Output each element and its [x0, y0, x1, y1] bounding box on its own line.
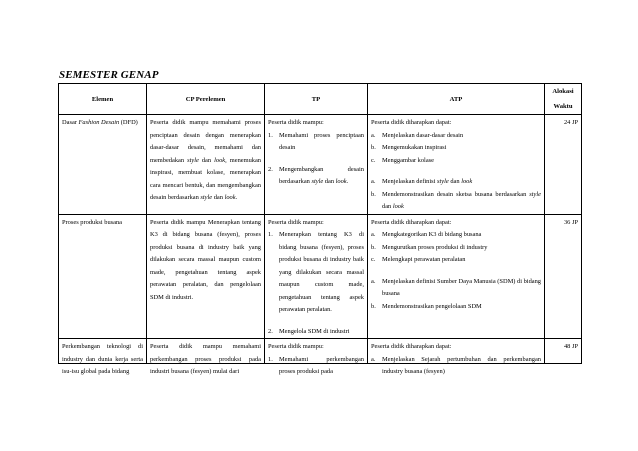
list-item-text: Menjelaskan definisi style dan look — [382, 178, 473, 185]
cell-clip — [371, 341, 541, 375]
list-item-text: Mengkategorikan K3 di bidang busana — [382, 231, 482, 238]
jp-value: 24 JP — [563, 119, 578, 126]
list-item — [371, 242, 541, 255]
spacer — [268, 155, 364, 164]
list-marker: 2. — [268, 165, 273, 173]
curriculum-table — [58, 83, 582, 375]
cell-alokasi — [545, 115, 582, 215]
elemen-text: Proses produksi busana — [62, 218, 122, 226]
tp-intro: Peserta didik mampu: — [268, 343, 324, 350]
italic-term: look — [335, 178, 347, 185]
list-item — [268, 164, 364, 189]
list-item — [268, 354, 364, 379]
list-marker: b. — [371, 243, 376, 251]
col-header-alokasi — [545, 84, 582, 115]
italic-term: look — [461, 178, 473, 185]
list-item — [371, 301, 541, 314]
italic-term: style — [187, 156, 199, 164]
tp-intro: Peserta didik mampu: — [268, 218, 324, 226]
semester-heading: SEMESTER GENAP — [59, 69, 159, 81]
list-item-text: Mengembangkan desain berdasarkan style dan look. — [279, 165, 364, 185]
list-item-text: Menjelaskan definisi Sumber Daya Manusia (SDM) di bidang busana — [382, 277, 541, 297]
spacer — [371, 267, 541, 276]
cell-clip — [150, 341, 261, 375]
italic-term: look — [224, 194, 236, 201]
col-header-atp: ATP — [368, 84, 545, 115]
cell-elemen — [59, 214, 147, 339]
tp-intro: Peserta didik mampu: — [268, 119, 324, 126]
elemen-text: Dasar Fashion Desain (DFD) — [62, 119, 138, 126]
list-marker: b. — [371, 302, 376, 310]
list-item — [371, 254, 541, 267]
list-item-text: Menjelaskan Sejarah pertumbuhan dan perkembangan industry busana (fesyen) — [382, 355, 541, 375]
cell-atp — [368, 339, 545, 375]
cell-alokasi — [545, 339, 582, 364]
cp-text: Peserta didik mampu memahami proses penciptaan desain dengan menerapkan dasar-dasar desain, memahami dan membedakan style dan look, menemukan inspirasi, membuat kolase, menerapkan cara mencari bentuk, dan mengembangkan desain berdasarkan style dan look. — [150, 119, 261, 201]
list-item-text: Menggambar kolase — [382, 156, 434, 164]
cell-alokasi — [545, 214, 582, 339]
alokasi-label: Alokasi — [552, 88, 574, 95]
cell-elemen — [59, 339, 147, 375]
cell-atp — [368, 214, 545, 339]
list-item-text: Mengemukakan inspirasi — [382, 144, 447, 151]
list-item-text: Menerapkan tentang K3 di bidang busana (fesyen), proses produksi busana di industry baik yang dilakukan secara massal maupun custom made, pengetahuan tentang aspek perawatan peralatan. — [279, 231, 364, 313]
col-header-tp: TP — [265, 84, 368, 115]
italic-term: style — [437, 178, 449, 185]
jp-value: 48 JP — [563, 343, 578, 350]
cell-elemen — [59, 115, 147, 215]
elemen-text: Perkembangan teknologi di industry dan dunia kerja serta isu-isu global pada bidang — [62, 343, 143, 375]
list-marker: a. — [371, 231, 376, 238]
spacer — [268, 317, 364, 326]
table-header-row — [59, 84, 582, 115]
cell-tp — [265, 339, 368, 375]
cp-text: Peserta didik mampu Menerapkan tentang K3 di bidang busana (fesyen), proses produksi busana di industry baik yang dilakukan secara massal maupun custom made, pengetahuan tentang aspek perawatan peralatan, dan pengelolaan SDM di industri. — [150, 218, 261, 301]
italic-term: style — [529, 190, 541, 198]
list-marker: a. — [371, 131, 376, 139]
list-marker: c. — [371, 256, 376, 263]
list-item-text: Mengurutkan proses produksi di industry — [382, 243, 488, 251]
list-item — [371, 142, 541, 155]
table-row — [59, 214, 582, 339]
list-item-text: Mengelola SDM di industri — [279, 327, 350, 335]
list-marker: 2. — [268, 327, 273, 335]
list-marker: c. — [371, 156, 376, 164]
list-item-text: Menjelaskan dasar-dasar desain — [382, 131, 464, 139]
list-marker: b. — [371, 144, 376, 151]
list-marker: a. — [371, 178, 376, 185]
list-marker: 1. — [268, 131, 273, 139]
italic-term: style — [311, 178, 324, 185]
list-item-text: Melengkapi perawatan peralatan — [382, 256, 466, 263]
cell-atp — [368, 115, 545, 215]
list-item-text: Mendemonstrasikan desain sketsa busana berdasarkan style dan look — [382, 190, 541, 210]
list-marker: a. — [371, 355, 376, 363]
jp-value: 36 JP — [563, 218, 578, 226]
list-item — [371, 229, 541, 242]
col-header-cp: CP Perelemen — [147, 84, 265, 115]
list-item-text: Memahami proses penciptaan desain — [279, 131, 364, 151]
cell-cp — [147, 115, 265, 215]
list-item — [371, 176, 541, 189]
atp-intro: Peserta didik diharapkan dapat: — [371, 343, 452, 350]
list-marker: b. — [371, 190, 376, 198]
cell-cp — [147, 339, 265, 375]
list-item-text: Memahami perkembangan proses produksi pada — [279, 355, 364, 375]
italic-term: look — [392, 203, 404, 210]
cell-tp — [265, 214, 368, 339]
list-marker: a. — [371, 277, 376, 285]
col-header-elemen: Elemen — [59, 84, 147, 115]
italic-term: Fashion Desain — [78, 119, 120, 126]
list-marker: 1. — [268, 355, 273, 363]
cell-clip — [268, 341, 364, 375]
italic-term: look — [214, 156, 226, 164]
list-item — [371, 189, 541, 214]
cell-clip — [62, 341, 143, 375]
waktu-label: Waktu — [553, 103, 573, 110]
list-item — [371, 155, 541, 168]
list-item — [371, 276, 541, 301]
atp-intro: Peserta didik diharapkan dapat: — [371, 119, 452, 126]
list-item — [371, 354, 541, 379]
list-item — [268, 130, 364, 155]
list-item — [268, 326, 364, 339]
cp-text: Peserta didik mampu memahami perkembangan proses produksi pada industri busana (fesyen) mulai dari — [150, 343, 261, 375]
spacer — [371, 167, 541, 176]
table-row — [59, 339, 582, 364]
table-row — [59, 115, 582, 215]
cell-tp — [265, 115, 368, 215]
list-item — [371, 130, 541, 143]
atp-intro: Peserta didik diharapkan dapat: — [371, 218, 452, 226]
cell-cp — [147, 214, 265, 339]
italic-term: style — [200, 194, 213, 201]
list-item-text: Mendemonstrasikan pengelolaan SDM — [382, 302, 482, 310]
list-marker: 1. — [268, 231, 273, 238]
list-item — [268, 229, 364, 317]
